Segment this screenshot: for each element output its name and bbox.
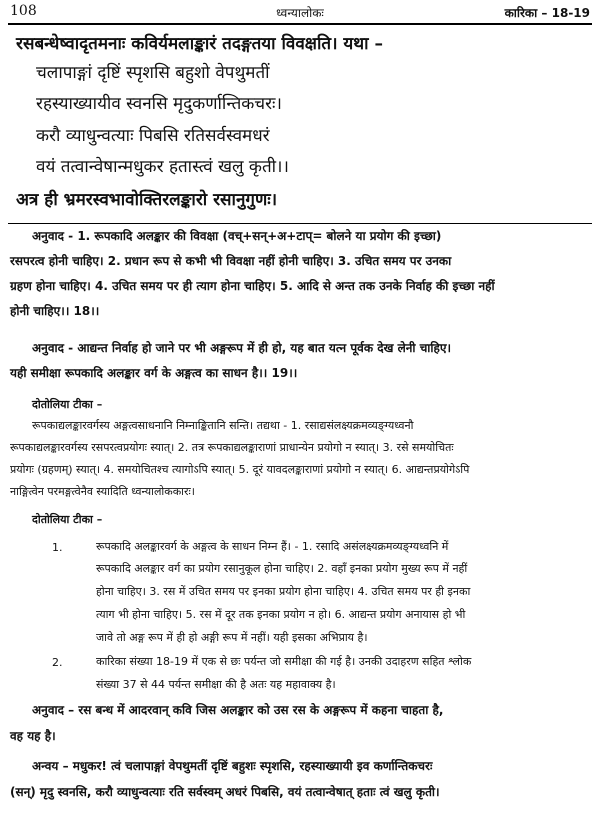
verse-intro-line: रसबन्धेष्वादृतमनाः कविर्यमलाङ्कारं तदङ्गतया विवक्षति। यथा – (16, 34, 383, 54)
list-item-line: रूपकादि अलङ्कारवर्ग के अङ्गत्व के साधन निम्न हैं। - 1. रसादि असंलक्ष्यक्रमव्यङ्ग्यध्वनि में (96, 540, 449, 553)
verse-line: रहस्याख्यायीव स्वनसि मृदुकर्णान्तिकचरः। (36, 94, 282, 114)
karika-reference: कारिका – 18-19 (504, 6, 590, 20)
list-number: 2. (52, 656, 63, 669)
prose-order-line: (सन्) मृदु स्वनसि, करौ व्याधुन्वत्याः रति सर्वस्वम् अधरं पिबसि, वयं तत्वान्वेषात् हताः त्वं खलु कृती। (10, 785, 440, 799)
page-number: 108 (10, 3, 37, 19)
verse-line: वयं तत्वान्वेषान्मधुकर हतास्त्वं खलु कृती।। (36, 157, 289, 177)
list-number: 1. (52, 541, 63, 554)
translation-line: अनुवाद - 1. रूपकादि अलङ्कार की विवक्षा (वच्+सन्+अ+टाप्= बोलने या प्रयोग की इच्छा) (32, 229, 442, 243)
verse-line: करौ व्याधुन्वत्याः पिबसि रतिसर्वस्वमधरं (36, 126, 270, 146)
verse-conclusion-line: अत्र ही भ्रमरस्वभावोक्तिरलङ्कारो रसानुगुणः। (16, 190, 278, 210)
translation-line: यही समीक्षा रूपकादि अलङ्कार वर्ग के अङ्गत्व का साधन है।। 19।। (10, 366, 298, 380)
list-item-line: रूपकादि अलङ्कार वर्ग का प्रयोग रसानुकूल होना चाहिए। 2. वहाँ इनका प्रयोग मुख्य रूप में नहीं (96, 562, 468, 575)
list-item-line: जावे तो अङ्ग रूप में ही हो अङ्गी रूप में नहीं। यही इसका अभिप्राय है। (96, 631, 368, 644)
commentary-line: रूपकाद्यलङ्कारवर्गस्य रसपरत्वप्रयोगः स्यात्। 2. तत्र रूपकाद्यलङ्काराणां प्राधान्येन प्रयोगो न स्यात्। 3. रसे समयोचितः (10, 441, 454, 454)
header-rule (8, 23, 592, 25)
running-title: ध्वन्यालोकः (276, 6, 324, 20)
translation-line: अनुवाद – रस बन्ध में आदरवान् कवि जिस अलङ्कार को उस रस के अङ्गरूप में कहना चाहता है, (32, 703, 444, 717)
commentary-line: रूपकाद्यलङ्कारवर्गस्य अङ्गत्वसाधनानि निम्नाङ्कितानि सन्ति। तद्यथा - 1. रसाद्यसंलक्ष्यक्रमव्यङ्ग्यध्वनौ (32, 419, 414, 432)
translation-line: अनुवाद - आद्यन्त निर्वाह हो जाने पर भी अङ्गरूप में ही हो, यह बात यत्न पूर्वक देख लेनी चाहिए। (32, 341, 452, 355)
commentary-heading: दोतोलिया टीका – (32, 513, 103, 526)
prose-order-line: अन्वय – मधुकर! त्वं चलापाङ्गां वेपथुमतीं दृष्टिं बहुशः स्पृशसि, रहस्याख्यायी इव कर्णान्तिकचरः (32, 759, 433, 773)
verse-line: चलापाङ्गां दृष्टिं स्पृशसि बहुशो वेपथुमतीं (36, 63, 270, 83)
page-header (8, 2, 592, 22)
translation-line: ग्रहण होना चाहिए। 4. उचित समय पर ही त्याग होना चाहिए। 5. आदि से अन्त तक उनके निर्वाह की इच्छा नहीं (10, 279, 495, 293)
translation-line: होनी चाहिए।। 18।। (10, 304, 100, 318)
list-item-line: होना चाहिए। 3. रस में उचित समय पर इनका प्रयोग होना चाहिए। 4. उचित समय पर ही इनका (96, 585, 471, 598)
list-item-line: संख्या 37 से 44 पर्यन्त समीक्षा की है अतः यह महावाक्य है। (96, 678, 336, 691)
commentary-heading: दोतोलिया टीका – (32, 398, 103, 411)
list-item-line: त्याग भी होना चाहिए। 5. रस में दूर तक इनका प्रयोग न हो। 6. आद्यन्त प्रयोग अनायास हो भी (96, 608, 466, 621)
commentary-line: नाङ्गित्वेन परमङ्गत्वेनैव स्यादिति ध्वन्यालोककारः। (10, 485, 195, 498)
translation-line: रसपरत्व होनी चाहिए। 2. प्रधान रूप से कभी भी विवक्षा नहीं होनी चाहिए। 3. उचित समय पर उनका (10, 254, 452, 268)
list-item-line: कारिका संख्या 18-19 में एक से छः पर्यन्त जो समीक्षा की गई है। उनकी उदाहरण सहित श्लोक (96, 655, 472, 668)
commentary-line: प्रयोगः (ग्रहणम्) स्यात्। 4. समयोचितश्च त्यागोऽपि स्यात्। 5. दूरं यावदलङ्काराणां प्रयोगो न स्यात्। 6. आद्यन्तप्रयोगेऽपि (10, 463, 470, 476)
translation-line: वह यह है। (10, 729, 56, 743)
section-rule (8, 223, 592, 224)
